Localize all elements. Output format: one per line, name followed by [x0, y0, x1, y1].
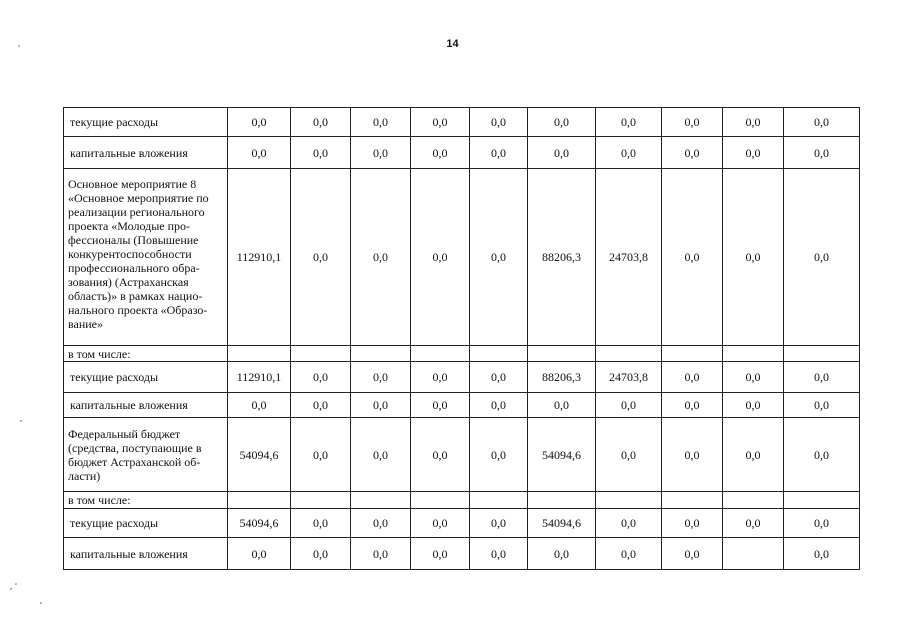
- cell: 0,0: [528, 538, 596, 570]
- cell: [470, 492, 528, 509]
- cell: [411, 492, 470, 509]
- cell: 0,0: [411, 169, 470, 346]
- cell: 0,0: [784, 538, 860, 570]
- cell: [228, 346, 291, 362]
- scan-speck: [20, 420, 22, 422]
- cell: 0,0: [723, 509, 784, 538]
- cell: 0,0: [291, 393, 351, 418]
- cell: 0,0: [351, 418, 411, 492]
- row-label: Федеральный бюджет (средства, поступающие в бюджет Астраханской об-ласти): [64, 418, 228, 492]
- cell: 0,0: [291, 509, 351, 538]
- cell: [784, 492, 860, 509]
- table-row: [64, 137, 860, 169]
- cell: [470, 346, 528, 362]
- cell: 24703,8: [596, 362, 662, 393]
- row-label: текущие расходы: [64, 108, 228, 137]
- cell: 0,0: [411, 509, 470, 538]
- cell: 0,0: [662, 393, 723, 418]
- row-label: капитальные вложения: [64, 538, 228, 570]
- cell: 0,0: [411, 393, 470, 418]
- cell: 0,0: [228, 538, 291, 570]
- row-label: текущие расходы: [64, 362, 228, 393]
- scan-speck: [18, 45, 20, 47]
- cell: 0,0: [723, 108, 784, 137]
- cell: [662, 492, 723, 509]
- cell: [291, 346, 351, 362]
- cell: 0,0: [228, 393, 291, 418]
- cell: 0,0: [662, 538, 723, 570]
- cell: 0,0: [784, 169, 860, 346]
- cell: [228, 492, 291, 509]
- table-row: [64, 393, 860, 418]
- cell: 0,0: [470, 538, 528, 570]
- scan-speck: [40, 602, 42, 604]
- cell: 0,0: [291, 418, 351, 492]
- cell: 0,0: [411, 108, 470, 137]
- table-row: [64, 108, 860, 137]
- cell: [411, 346, 470, 362]
- cell: 0,0: [411, 137, 470, 169]
- cell: [528, 346, 596, 362]
- cell: 0,0: [596, 137, 662, 169]
- cell: 0,0: [291, 362, 351, 393]
- cell: 0,0: [228, 108, 291, 137]
- cell: [723, 346, 784, 362]
- cell: 0,0: [470, 108, 528, 137]
- cell: [784, 346, 860, 362]
- table-row: [64, 169, 860, 346]
- scan-speck: [15, 583, 17, 585]
- cell: [723, 492, 784, 509]
- cell: 0,0: [784, 362, 860, 393]
- cell: 0,0: [351, 169, 411, 346]
- cell: 0,0: [228, 137, 291, 169]
- cell: 0,0: [723, 418, 784, 492]
- cell: 0,0: [411, 538, 470, 570]
- cell: [596, 492, 662, 509]
- cell: [351, 492, 411, 509]
- cell: 0,0: [291, 538, 351, 570]
- cell: 0,0: [784, 137, 860, 169]
- cell: 0,0: [596, 393, 662, 418]
- row-label: в том числе:: [64, 346, 228, 362]
- cell: 0,0: [411, 362, 470, 393]
- page-number: 14: [446, 38, 459, 50]
- cell: 0,0: [596, 538, 662, 570]
- cell: 0,0: [662, 108, 723, 137]
- cell: 0,0: [596, 418, 662, 492]
- cell: 0,0: [662, 169, 723, 346]
- cell: 24703,8: [596, 169, 662, 346]
- cell: 88206,3: [528, 362, 596, 393]
- table-row: [64, 362, 860, 393]
- cell: 0,0: [784, 108, 860, 137]
- row-label: капитальные вложения: [64, 393, 228, 418]
- cell: 0,0: [528, 108, 596, 137]
- cell: 0,0: [662, 137, 723, 169]
- cell: 0,0: [470, 418, 528, 492]
- cell: [596, 346, 662, 362]
- budget-table: [63, 107, 860, 570]
- cell: [528, 492, 596, 509]
- cell: 0,0: [784, 393, 860, 418]
- cell: 54094,6: [228, 418, 291, 492]
- cell: 88206,3: [528, 169, 596, 346]
- cell: [291, 492, 351, 509]
- cell: 0,0: [291, 169, 351, 346]
- cell: 0,0: [596, 509, 662, 538]
- cell: 0,0: [723, 137, 784, 169]
- cell: 0,0: [470, 169, 528, 346]
- cell: [351, 346, 411, 362]
- cell: 0,0: [351, 108, 411, 137]
- cell: 0,0: [723, 362, 784, 393]
- cell: 54094,6: [528, 418, 596, 492]
- cell: 0,0: [596, 108, 662, 137]
- row-label: Основное мероприятие 8 «Основное мероприятие по реализации регионального проекта «Молодые про-фессионалы (Повышение конкурентоспособности профессионального обра-зования) (Астраханская область)» в рамках нацио-нального проекта «Образо-вание»: [64, 169, 228, 346]
- cell: 0,0: [470, 137, 528, 169]
- cell: 0,0: [784, 509, 860, 538]
- cell: 54094,6: [228, 509, 291, 538]
- table-row: [64, 509, 860, 538]
- row-label: в том числе:: [64, 492, 228, 509]
- cell: 0,0: [662, 509, 723, 538]
- cell: 0,0: [723, 393, 784, 418]
- cell: 0,0: [470, 362, 528, 393]
- cell: 0,0: [351, 137, 411, 169]
- cell: 0,0: [470, 509, 528, 538]
- row-label: капитальные вложения: [64, 137, 228, 169]
- table-row: [64, 346, 860, 362]
- cell: 112910,1: [228, 169, 291, 346]
- cell: 0,0: [784, 418, 860, 492]
- cell: [662, 346, 723, 362]
- cell: 112910,1: [228, 362, 291, 393]
- cell: 0,0: [291, 108, 351, 137]
- cell: 0,0: [470, 393, 528, 418]
- table-row: [64, 418, 860, 492]
- cell: 54094,6: [528, 509, 596, 538]
- row-label: текущие расходы: [64, 509, 228, 538]
- table-row: [64, 492, 860, 509]
- cell: 0,0: [411, 418, 470, 492]
- cell: 0,0: [291, 137, 351, 169]
- cell: 0,0: [662, 418, 723, 492]
- cell: 0,0: [351, 362, 411, 393]
- table-row: [64, 538, 860, 570]
- cell: 0,0: [662, 362, 723, 393]
- cell: 0,0: [351, 393, 411, 418]
- cell: [723, 538, 784, 570]
- cell: 0,0: [528, 137, 596, 169]
- cell: 0,0: [351, 509, 411, 538]
- cell: 0,0: [723, 169, 784, 346]
- cell: 0,0: [351, 538, 411, 570]
- cell: 0,0: [528, 393, 596, 418]
- scan-speck: [10, 588, 12, 590]
